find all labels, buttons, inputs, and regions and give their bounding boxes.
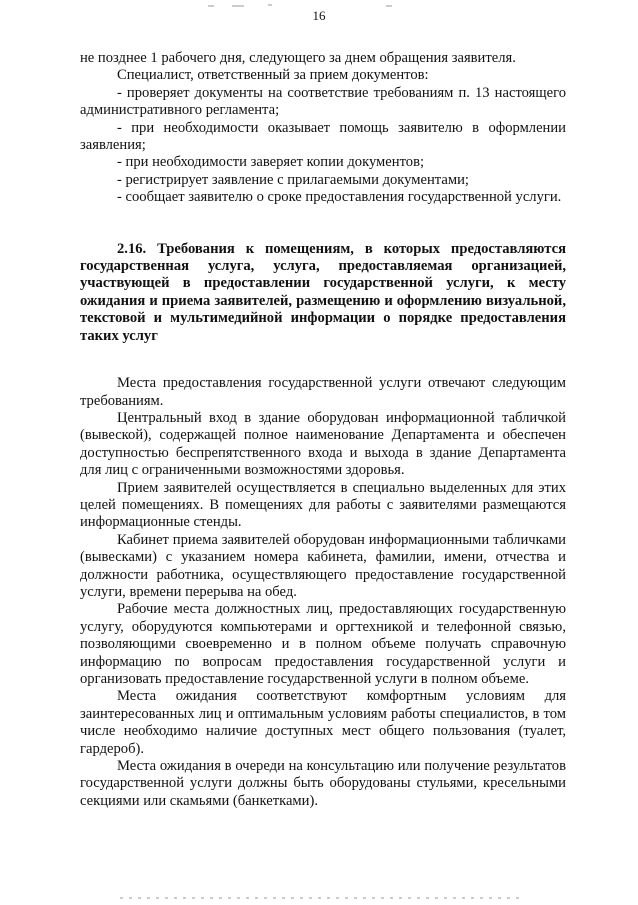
duty-item: - регистрирует заявление с прилагаемыми документами;: [117, 171, 469, 188]
section-paragraph: Места предоставления государственной услуги отвечают следующим требованиям.: [80, 375, 566, 409]
duty-item: - при необходимости заверяет копии документов;: [117, 154, 425, 171]
section-paragraph: Центральный вход в здание оборудован информационной табличкой (вывеской), содержащей полное наименование Департамента и обеспечен доступностью беспрепятственного входа и выхода в здание Департамента для лиц с ограниченными возможностями здоровья.: [80, 409, 566, 479]
specialist-intro: Специалист, ответственный за прием документов:: [117, 67, 429, 84]
deadline-text: не позднее 1 рабочего дня, следующего за днем обращения заявителя.: [80, 50, 516, 66]
section-paragraph: Места ожидания соответствуют комфортным условиям для заинтересованных лиц и оптимальным условиям работы специалистов, в том числе необходимо наличие доступных мест общего пользования (туалет, гардероб).: [80, 688, 566, 757]
page-number: 16: [312, 8, 326, 23]
section-paragraph: Места ожидания в очереди на консультацию или получение результатов государственной услуги должны быть оборудованы стульями, кресельными секциями или скамьями (банкетками).: [80, 758, 566, 809]
duty-item: - при необходимости оказывает помощь заявителю в оформлении заявления;: [80, 119, 566, 154]
section-heading: 2.16. Требования к помещениям, в которых предоставляются государственная услуга, услуга, предоставляемая организацией, участвующей в предоставлении государственной услуги, к месту ожидания и приема заявителей, размещению и оформлению визуальной, текстовой и мультимедийной информации о порядке предоставления таких услуг: [80, 240, 566, 344]
section-paragraph: Кабинет приема заявителей оборудован информационными табличками (вывесками) с указанием номера кабинета, фамилии, имени, отчества и должности работника, осуществляющего предоставление государственной услуги, времени перерыва на обед.: [80, 531, 566, 600]
duty-item: - сообщает заявителю о сроке предоставления государственной услуги.: [117, 189, 562, 206]
section-paragraph: Прием заявителей осуществляется в специально выделенных для этих целей помещениях. В помещениях для работы с заявителями размещаются информационные стенды.: [80, 479, 566, 531]
document-body: [80, 50, 566, 810]
section-paragraph: Рабочие места должностных лиц, предоставляющих государственную услугу, оборудуются компьютерами и оргтехникой и телефонной связью, позволяющими своевременно и в полном объеме получать справочную информацию по вопросам предоставления государственной услуги и организовать предоставление государственной услуги в полном объеме.: [80, 601, 566, 687]
duty-item: - проверяет документы на соответствие требованиям п. 13 настоящего административного регламента;: [80, 84, 566, 119]
